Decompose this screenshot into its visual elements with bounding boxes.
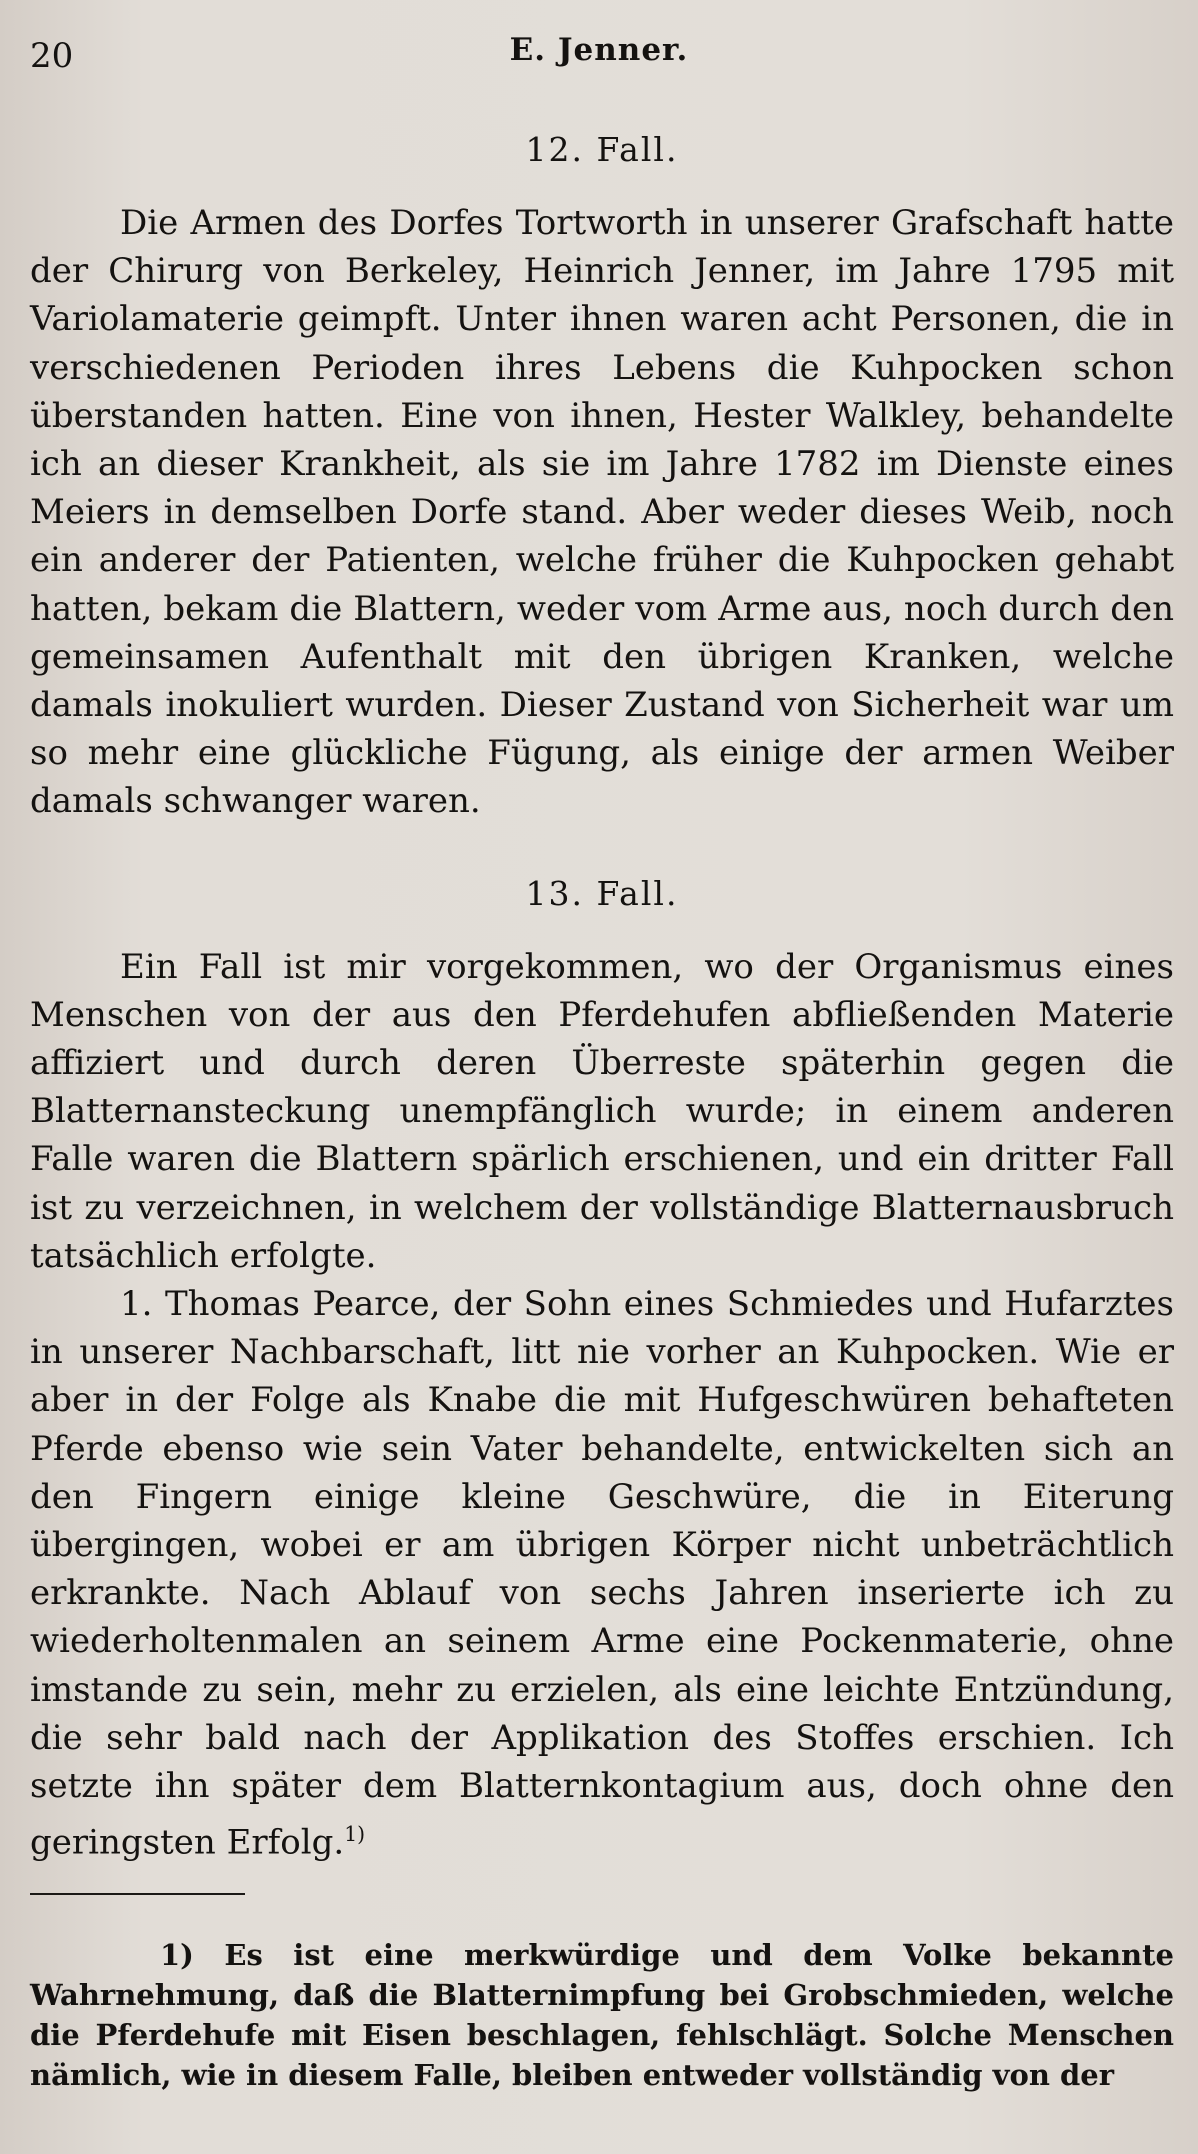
- footnote-rule: [30, 1893, 245, 1895]
- paragraph-case-12: Die Armen des Dorfes Tortworth in unserer Grafschaft hatte der Chirurg von Berkeley, Heinrich Jenner, im Jahre 1795 mit Variolamaterie geimpft. Unter ihnen waren acht Personen, die in verschiedenen Perioden ihres Lebens die Kuhpocken schon überstanden hatten. Eine von ihnen, Hester Walkley, behandelte ich an dieser Krankheit, als sie im Jahre 1782 im Dienste eines Meiers in demselben Dorfe stand. Aber weder dieses Weib, noch ein anderer der Patienten, welche früher die Kuhpocken gehabt hatten, bekam die Blattern, weder vom Arme aus, noch durch den gemeinsamen Aufenthalt mit den übrigen Kranken, welche damals inokuliert wurden. Dieser Zustand von Sicherheit war um so mehr eine glückliche Fügung, als einige der armen Weiber damals schwanger waren.: [30, 203, 1174, 822]
- footnote-marker: 1): [160, 1937, 194, 1972]
- section-heading-12: 12. Fall.: [525, 130, 679, 169]
- footnote-reference: 1): [344, 1822, 366, 1847]
- paragraph-thomas-pearce: [30, 1280, 1174, 1867]
- paragraph-thomas-pearce-text: 1. Thomas Pearce, der Sohn eines Schmiedes und Hufarztes in unserer Nachbarschaft, litt nie vorher an Kuhpocken. Wie er aber in der Folge als Knabe die mit Hufgeschwüren behafteten Pferde ebenso wie sein Vater behandelte, entwickelten sich an den Fingern einige kleine Geschwüre, die in Eiterung übergingen, wobei er am übrigen Körper nicht unbeträchtlich erkrankte. Nach Ablauf von sechs Jahren inserierte ich zu wiederholtenmalen an seinem Arme eine Pockenmaterie, ohne imstande zu sein, mehr zu erzielen, als eine leichte Entzündung, die sehr bald nach der Applikation des Stoffes erschien. Ich setzte ihn später dem Blatternkontagium aus, doch ohne den geringsten Erfolg.: [30, 1284, 1174, 1863]
- page-number: 20: [30, 36, 74, 76]
- section-heading-13: 13. Fall.: [525, 873, 679, 913]
- page-header: [30, 28, 1168, 78]
- paragraph-case-13-intro: Ein Fall ist mir vorgekommen, wo der Organismus eines Menschen von der aus den Pferdehufen abfließenden Materie affiziert und durch deren Überreste späterhin gegen die Blatternansteckung unempfänglich wurde; in einem anderen Falle waren die Blattern spärlich erschienen, und ein dritter Fall ist zu verzeichnen, in welchem der vollständige Blatternausbruch tatsächlich erfolgte.: [30, 946, 1174, 1276]
- footnote: [30, 1935, 1174, 2095]
- running-head: E. Jenner.: [509, 32, 689, 68]
- footnote-text: Es ist eine merkwürdige und dem Volke bekannte Wahrnehmung, daß die Blatternimpfung bei Grobschmieden, welche die Pferdehufe mit Eisen beschlagen, fehlschlägt. Solche Menschen nämlich, wie in diesem Falle, bleiben entweder vollständig von der: [30, 1937, 1174, 2092]
- page-body: [30, 130, 1174, 2095]
